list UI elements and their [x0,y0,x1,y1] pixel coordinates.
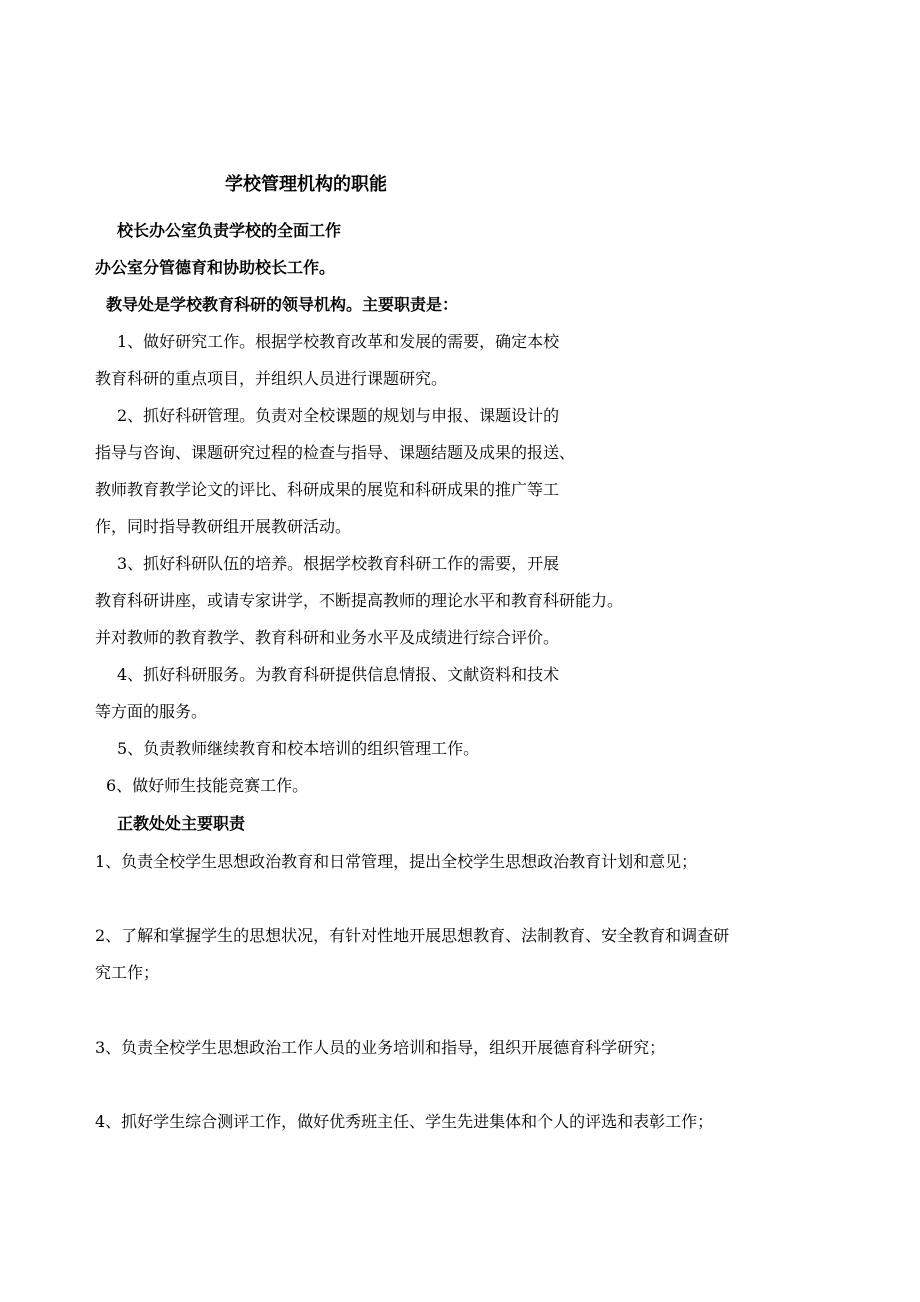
academic-duty-line: 2、抓好科研管理。负责对全校课题的规划与申报、课题设计的 [117,406,560,425]
political-duty-line: 2、了解和掌握学生的思想状况，有针对性地开展思想教育、法制教育、安全教育和调查研 [95,926,730,945]
heading-political-office: 正教处处主要职责 [117,814,246,833]
academic-duty-line: 6、做好师生技能竞赛工作。 [106,776,309,795]
academic-duty-line: 作，同时指导教研组开展教研活动。 [95,517,352,536]
academic-duty-line: 指导与咨询、课题研究过程的检查与指导、课题结题及成果的报送、 [95,443,576,462]
political-duty-line: 究工作； [95,963,160,982]
academic-duty-line: 3、抓好科研队伍的培养。根据学校教育科研工作的需要，开展 [117,554,560,573]
political-duty-line: 3、负责全校学生思想政治工作人员的业务培训和指导，组织开展德育科学研究； [95,1038,666,1057]
academic-duty-line: 1、做好研究工作。根据学校教育改革和发展的需要，确定本校 [117,332,560,351]
academic-duty-line: 4、抓好科研服务。为教育科研提供信息情报、文献资料和技术 [117,665,560,684]
heading-office-role: 办公室分管德育和协助校长工作。 [95,258,336,277]
heading-principal-office: 校长办公室负责学校的全面工作 [117,221,342,240]
academic-duty-line: 并对教师的教育教学、教育科研和业务水平及成绩进行综合评价。 [95,628,560,647]
political-duty-line: 4、抓好学生综合测评工作，做好优秀班主任、学生先进集体和个人的评选和表彰工作； [95,1112,714,1131]
academic-duty-line: 教师教育教学论文的评比、科研成果的展览和科研成果的推广等工 [95,480,560,499]
academic-duty-line: 等方面的服务。 [95,702,208,721]
heading-academic-office: 教导处是学校教育科研的领导机构。主要职责是： [106,295,459,314]
document-title: 学校管理机构的职能 [225,174,387,195]
political-duty-line: 1、负责全校学生思想政治教育和日常管理，提出全校学生思想政治教育计划和意见； [95,852,698,871]
academic-duty-line: 5、负责教师继续教育和校本培训的组织管理工作。 [117,739,480,758]
academic-duty-line: 教育科研的重点项目，并组织人员进行课题研究。 [95,369,448,388]
academic-duty-line: 教育科研讲座，或请专家讲学，不断提高教师的理论水平和教育科研能力。 [95,591,624,610]
